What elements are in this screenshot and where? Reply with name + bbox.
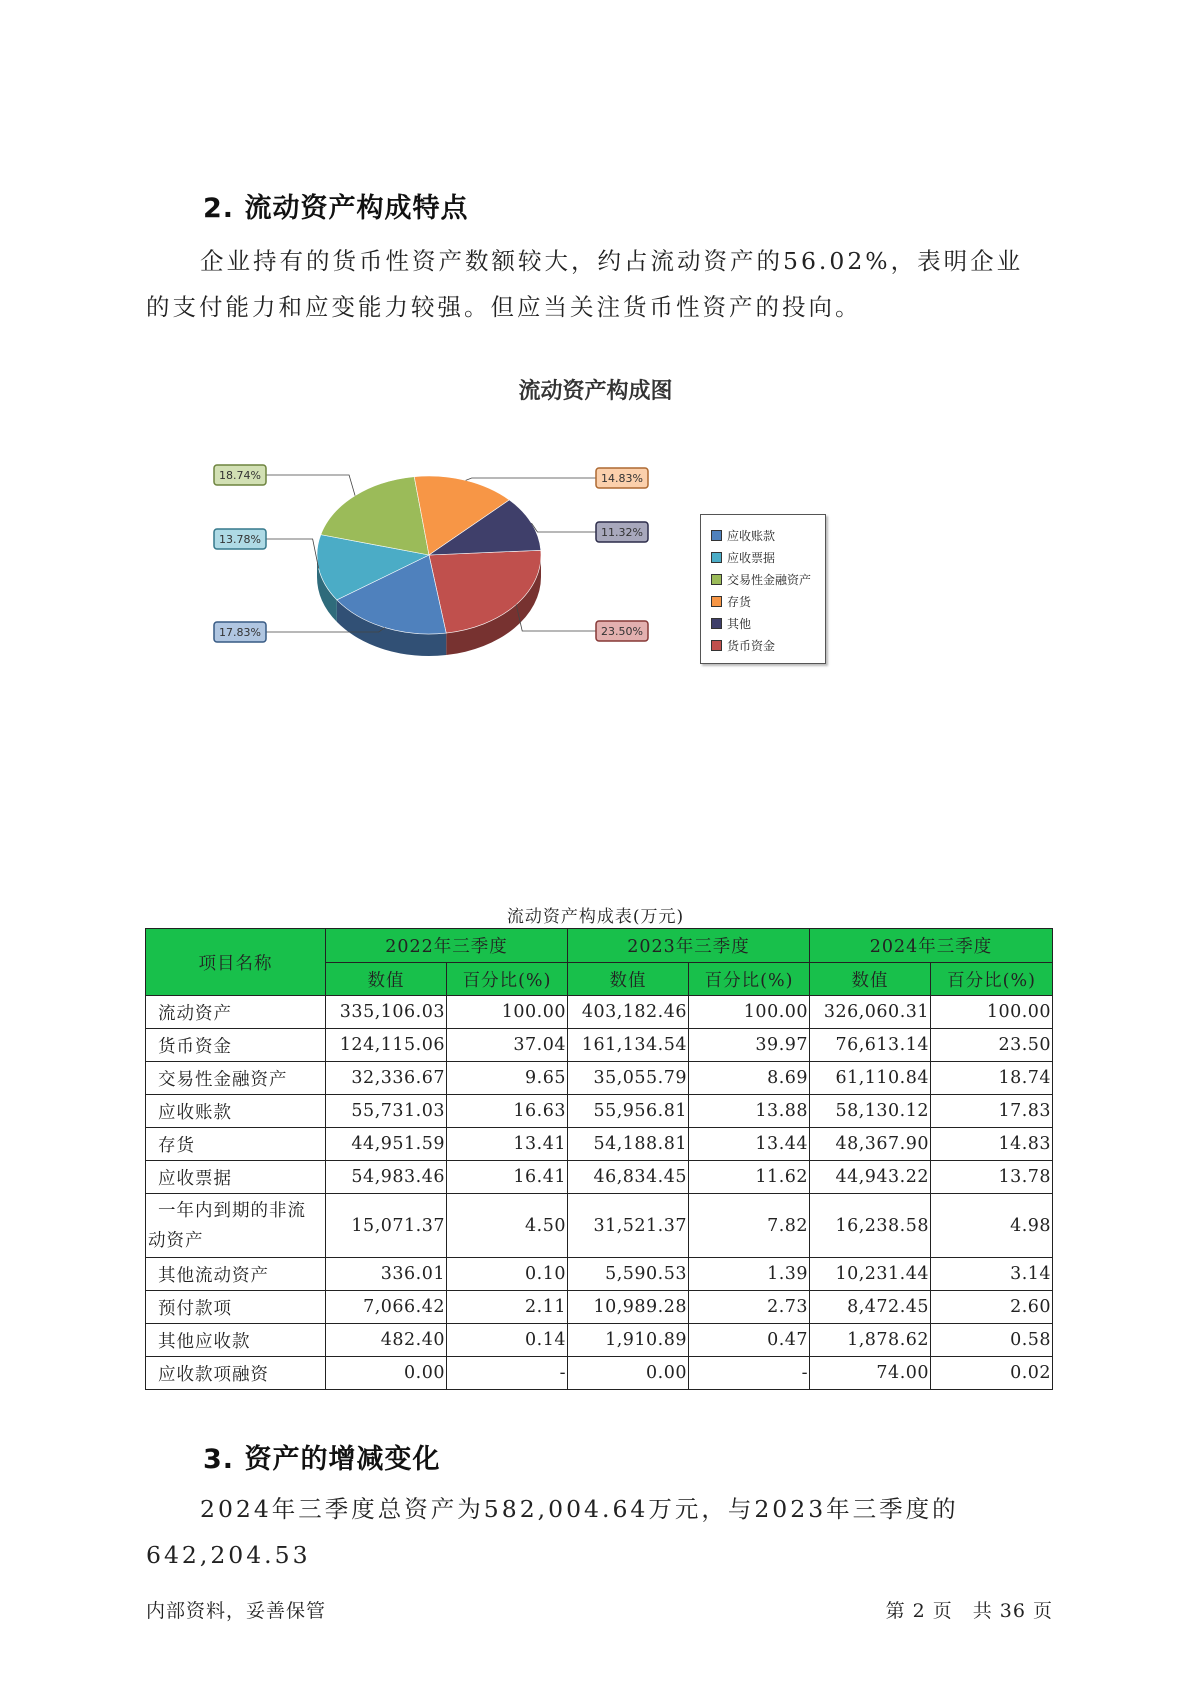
cell-value: 7,066.42 bbox=[326, 1291, 447, 1324]
cell-value: 0.00 bbox=[568, 1357, 689, 1390]
section-heading-3: 3. 资产的增减变化 bbox=[203, 1444, 441, 1475]
pie-chart bbox=[190, 440, 670, 680]
table-row bbox=[146, 1291, 1053, 1324]
table-row bbox=[146, 1258, 1053, 1291]
cell-percent: 13.88 bbox=[689, 1095, 810, 1128]
header-period: 2022年三季度 bbox=[326, 929, 568, 963]
legend-swatch bbox=[711, 618, 722, 629]
cell-percent: 0.58 bbox=[931, 1324, 1053, 1357]
legend-swatch bbox=[711, 530, 722, 541]
cell-value: 54,983.46 bbox=[326, 1161, 447, 1194]
footer-confidential: 内部资料，妥善保管 bbox=[146, 1600, 327, 1622]
legend-item: 存货 bbox=[711, 593, 751, 610]
table-row bbox=[146, 1029, 1053, 1062]
table-caption: 流动资产构成表(万元) bbox=[506, 907, 685, 927]
table-row bbox=[146, 1357, 1053, 1390]
leader-line bbox=[466, 478, 596, 480]
header-percent: 百分比(%) bbox=[689, 963, 810, 996]
section-paragraph-3: 2024年三季度总资产为582,004.64万元，与2023年三季度的642,204.53 bbox=[146, 1495, 959, 1569]
cell-percent: 4.50 bbox=[447, 1194, 568, 1258]
header-period: 2024年三季度 bbox=[810, 929, 1053, 963]
cell-percent: 100.00 bbox=[689, 996, 810, 1029]
section-paragraph-2: 企业持有的货币性资产数额较大，约占流动资产的56.02%，表明企业的支付能力和应变能力较强。但应当关注货币性资产的投向。 bbox=[146, 247, 1024, 321]
cell-percent: 23.50 bbox=[931, 1029, 1053, 1062]
header-percent: 百分比(%) bbox=[931, 963, 1053, 996]
cell-percent: 13.41 bbox=[447, 1128, 568, 1161]
table-row bbox=[146, 1161, 1053, 1194]
header-value: 数值 bbox=[326, 963, 447, 996]
cell-percent: 16.63 bbox=[447, 1095, 568, 1128]
table-row bbox=[146, 1194, 1053, 1258]
header-percent: 百分比(%) bbox=[447, 963, 568, 996]
cell-value: 48,367.90 bbox=[810, 1128, 931, 1161]
cell-percent: 100.00 bbox=[931, 996, 1053, 1029]
table-row bbox=[146, 1324, 1053, 1357]
cell-percent: 0.14 bbox=[447, 1324, 568, 1357]
row-name: 存货 bbox=[146, 1128, 326, 1161]
legend-item: 交易性金融资产 bbox=[711, 571, 811, 588]
legend-swatch bbox=[711, 552, 722, 563]
cell-value: 74.00 bbox=[810, 1357, 931, 1390]
cell-value: 44,943.22 bbox=[810, 1161, 931, 1194]
cell-value: 403,182.46 bbox=[568, 996, 689, 1029]
cell-value: 15,071.37 bbox=[326, 1194, 447, 1258]
cell-value: 55,956.81 bbox=[568, 1095, 689, 1128]
data-label: 11.32% bbox=[601, 526, 643, 539]
cell-value: 8,472.45 bbox=[810, 1291, 931, 1324]
cell-percent: 9.65 bbox=[447, 1062, 568, 1095]
cell-value: 124,115.06 bbox=[326, 1029, 447, 1062]
cell-percent: - bbox=[447, 1357, 568, 1390]
header-value: 数值 bbox=[568, 963, 689, 996]
cell-percent: 0.10 bbox=[447, 1258, 568, 1291]
cell-percent: 8.69 bbox=[689, 1062, 810, 1095]
legend-item: 货币资金 bbox=[711, 637, 775, 654]
cell-percent: 13.44 bbox=[689, 1128, 810, 1161]
cell-value: 35,055.79 bbox=[568, 1062, 689, 1095]
cell-value: 16,238.58 bbox=[810, 1194, 931, 1258]
cell-value: 0.00 bbox=[326, 1357, 447, 1390]
row-name: 其他流动资产 bbox=[146, 1258, 326, 1291]
legend-swatch bbox=[711, 574, 722, 585]
cell-percent: 17.83 bbox=[931, 1095, 1053, 1128]
cell-value: 32,336.67 bbox=[326, 1062, 447, 1095]
row-name: 应收票据 bbox=[146, 1161, 326, 1194]
leader-line bbox=[266, 539, 319, 569]
leader-line bbox=[531, 523, 596, 532]
cell-percent: 11.62 bbox=[689, 1161, 810, 1194]
row-name: 流动资产 bbox=[146, 996, 326, 1029]
cell-value: 54,188.81 bbox=[568, 1128, 689, 1161]
cell-value: 10,231.44 bbox=[810, 1258, 931, 1291]
row-name: 预付款项 bbox=[146, 1291, 326, 1324]
cell-value: 336.01 bbox=[326, 1258, 447, 1291]
cell-percent: 100.00 bbox=[447, 996, 568, 1029]
section-heading-2: 2. 流动资产构成特点 bbox=[203, 193, 469, 224]
legend-item: 应收账款 bbox=[711, 527, 775, 544]
cell-percent: 0.02 bbox=[931, 1357, 1053, 1390]
legend-item: 其他 bbox=[711, 615, 751, 632]
cell-percent: 0.47 bbox=[689, 1324, 810, 1357]
cell-percent: 2.60 bbox=[931, 1291, 1053, 1324]
footer-page-number: 第 2 页 共 36 页 bbox=[885, 1600, 1053, 1622]
cell-value: 55,731.03 bbox=[326, 1095, 447, 1128]
data-label: 17.83% bbox=[219, 626, 261, 639]
table-row bbox=[146, 1095, 1053, 1128]
cell-percent: 2.73 bbox=[689, 1291, 810, 1324]
cell-percent: 16.41 bbox=[447, 1161, 568, 1194]
cell-value: 326,060.31 bbox=[810, 996, 931, 1029]
cell-value: 1,878.62 bbox=[810, 1324, 931, 1357]
cell-percent: 1.39 bbox=[689, 1258, 810, 1291]
chart-title: 流动资产构成图 bbox=[518, 379, 673, 404]
cell-value: 482.40 bbox=[326, 1324, 447, 1357]
cell-percent: 14.83 bbox=[931, 1128, 1053, 1161]
cell-percent: 3.14 bbox=[931, 1258, 1053, 1291]
cell-value: 44,951.59 bbox=[326, 1128, 447, 1161]
cell-percent: 2.11 bbox=[447, 1291, 568, 1324]
cell-percent: 37.04 bbox=[447, 1029, 568, 1062]
row-name: 应收款项融资 bbox=[146, 1357, 326, 1390]
cell-value: 58,130.12 bbox=[810, 1095, 931, 1128]
cell-percent: - bbox=[689, 1357, 810, 1390]
table-row bbox=[146, 1062, 1053, 1095]
row-name: 一年内到期的非流 动资产 bbox=[146, 1194, 326, 1258]
header-value: 数值 bbox=[810, 963, 931, 996]
legend-swatch bbox=[711, 640, 722, 651]
data-label: 18.74% bbox=[219, 469, 261, 482]
cell-value: 335,106.03 bbox=[326, 996, 447, 1029]
row-name: 货币资金 bbox=[146, 1029, 326, 1062]
cell-percent: 4.98 bbox=[931, 1194, 1053, 1258]
header-period: 2023年三季度 bbox=[568, 929, 810, 963]
legend-swatch bbox=[711, 596, 722, 607]
data-label: 13.78% bbox=[219, 533, 261, 546]
cell-value: 76,613.14 bbox=[810, 1029, 931, 1062]
cell-value: 1,910.89 bbox=[568, 1324, 689, 1357]
row-name: 交易性金融资产 bbox=[146, 1062, 326, 1095]
table-row bbox=[146, 996, 1053, 1029]
cell-percent: 18.74 bbox=[931, 1062, 1053, 1095]
cell-value: 10,989.28 bbox=[568, 1291, 689, 1324]
cell-value: 31,521.37 bbox=[568, 1194, 689, 1258]
row-name: 应收账款 bbox=[146, 1095, 326, 1128]
legend-item: 应收票据 bbox=[711, 549, 775, 566]
cell-value: 46,834.45 bbox=[568, 1161, 689, 1194]
cell-percent: 13.78 bbox=[931, 1161, 1053, 1194]
data-label: 14.83% bbox=[601, 472, 643, 485]
header-item-name: 项目名称 bbox=[146, 929, 326, 996]
cell-value: 161,134.54 bbox=[568, 1029, 689, 1062]
chart-legend bbox=[700, 514, 826, 664]
data-label: 23.50% bbox=[601, 625, 643, 638]
leader-line bbox=[266, 475, 355, 496]
cell-percent: 7.82 bbox=[689, 1194, 810, 1258]
current-assets-table bbox=[145, 928, 1053, 1390]
pie-slice bbox=[429, 550, 541, 633]
cell-percent: 39.97 bbox=[689, 1029, 810, 1062]
cell-value: 5,590.53 bbox=[568, 1258, 689, 1291]
row-name: 其他应收款 bbox=[146, 1324, 326, 1357]
cell-value: 61,110.84 bbox=[810, 1062, 931, 1095]
table-row bbox=[146, 1128, 1053, 1161]
